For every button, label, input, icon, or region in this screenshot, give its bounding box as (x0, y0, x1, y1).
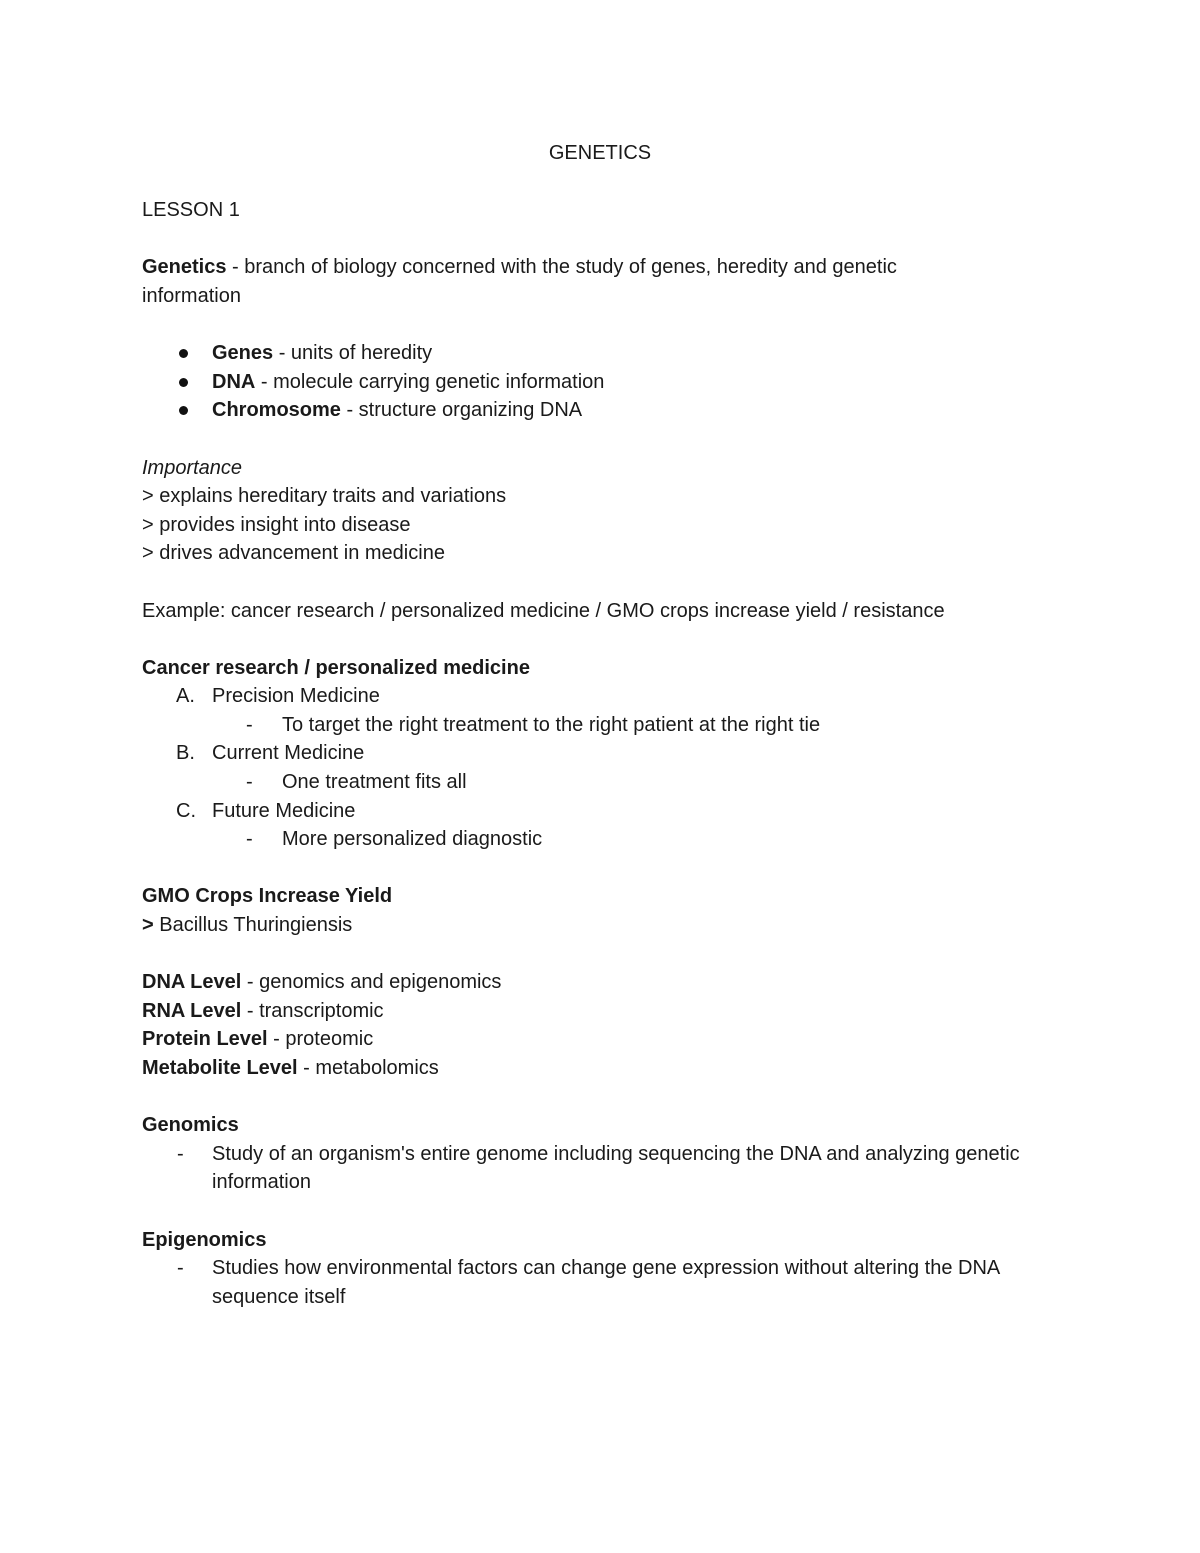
level-item (142, 1025, 1042, 1054)
epigenomics-text: Studies how environmental factors can change gene expression without altering the DNA sequence itself (212, 1257, 1000, 1308)
genetics-definition (142, 253, 1042, 282)
level-text: - metabolomics (297, 1057, 439, 1079)
sub-marker: - (246, 771, 253, 794)
genomics-heading (142, 1111, 1042, 1140)
list-marker: A. (176, 685, 195, 708)
gmo-text: Bacillus Thuringiensis (153, 914, 353, 937)
level-term: DNA Level (142, 971, 242, 994)
list-label: Future Medicine (212, 799, 356, 822)
bullet-term: Chromosome (212, 399, 341, 422)
epigenomics-heading-text: Epigenomics (142, 1228, 267, 1251)
list-item (142, 682, 1042, 711)
sub-marker: - (246, 828, 253, 851)
level-term: RNA Level (142, 999, 242, 1022)
bullet-item (142, 368, 1042, 397)
gmo-heading-text: GMO Crops Increase Yield (142, 885, 393, 908)
example-line: Example: cancer research / personalized medicine / GMO crops increase yield / resistance (142, 599, 945, 622)
dash-marker: - (177, 1257, 184, 1280)
list-item (142, 739, 1042, 768)
sub-list-item (142, 711, 1042, 740)
genomics-item (142, 1140, 1042, 1197)
bullet-term: Genes (212, 342, 274, 365)
bullet-term: DNA (212, 370, 256, 393)
document-page (142, 139, 1042, 1311)
gmo-marker: > (142, 914, 154, 937)
dash-marker: - (177, 1142, 184, 1165)
definition-text: - branch of biology concerned with the study of genes, heredity and genetic (226, 256, 897, 279)
bullet-text: - structure organizing DNA (340, 399, 583, 422)
genomics-heading-text: Genomics (142, 1114, 239, 1137)
bullet-item (142, 396, 1042, 425)
level-term: Metabolite Level (142, 1057, 298, 1079)
gmo-heading (142, 882, 1042, 911)
level-item (142, 1054, 1042, 1083)
level-text: - proteomic (267, 1028, 374, 1051)
bullet-icon (179, 406, 188, 415)
document-title: GENETICS (548, 142, 652, 164)
bullet-item (142, 339, 1042, 368)
cancer-heading-text: Cancer research / personalized medicine (142, 656, 530, 679)
gmo-item (142, 911, 1042, 940)
sub-text: One treatment fits all (282, 771, 467, 794)
epigenomics-item (142, 1254, 1042, 1311)
sub-text: More personalized diagnostic (282, 828, 543, 851)
bullet-text: - molecule carrying genetic information (255, 370, 605, 393)
level-item (142, 968, 1042, 997)
importance-heading: Importance (142, 456, 243, 479)
level-item (142, 997, 1042, 1026)
list-marker: B. (176, 742, 195, 765)
list-label: Precision Medicine (212, 685, 380, 708)
bullet-icon (179, 378, 188, 387)
importance-item: > explains hereditary traits and variations (142, 485, 507, 508)
sub-list-item (142, 768, 1042, 797)
cancer-heading (142, 654, 1042, 683)
sub-text: To target the right treatment to the right patient at the right tie (282, 713, 821, 736)
bullet-text: - units of heredity (273, 342, 433, 365)
importance-item: > drives advancement in medicine (142, 542, 445, 565)
definition-term: Genetics (142, 256, 227, 279)
level-term: Protein Level (142, 1028, 268, 1051)
sub-marker: - (246, 713, 253, 736)
level-text: - genomics and epigenomics (241, 971, 502, 994)
sub-list-item (142, 825, 1042, 854)
list-item (142, 797, 1042, 826)
bullet-icon (179, 349, 188, 358)
lesson-heading: LESSON 1 (142, 199, 240, 222)
epigenomics-heading (142, 1226, 1042, 1255)
genomics-text: Study of an organism's entire genome including sequencing the DNA and analyzing genetic information (212, 1142, 1020, 1194)
list-marker: C. (176, 799, 196, 822)
list-label: Current Medicine (212, 742, 365, 765)
definition-continuation: information (142, 284, 241, 307)
level-text: - transcriptomic (241, 999, 384, 1022)
importance-item: > provides insight into disease (142, 513, 411, 536)
